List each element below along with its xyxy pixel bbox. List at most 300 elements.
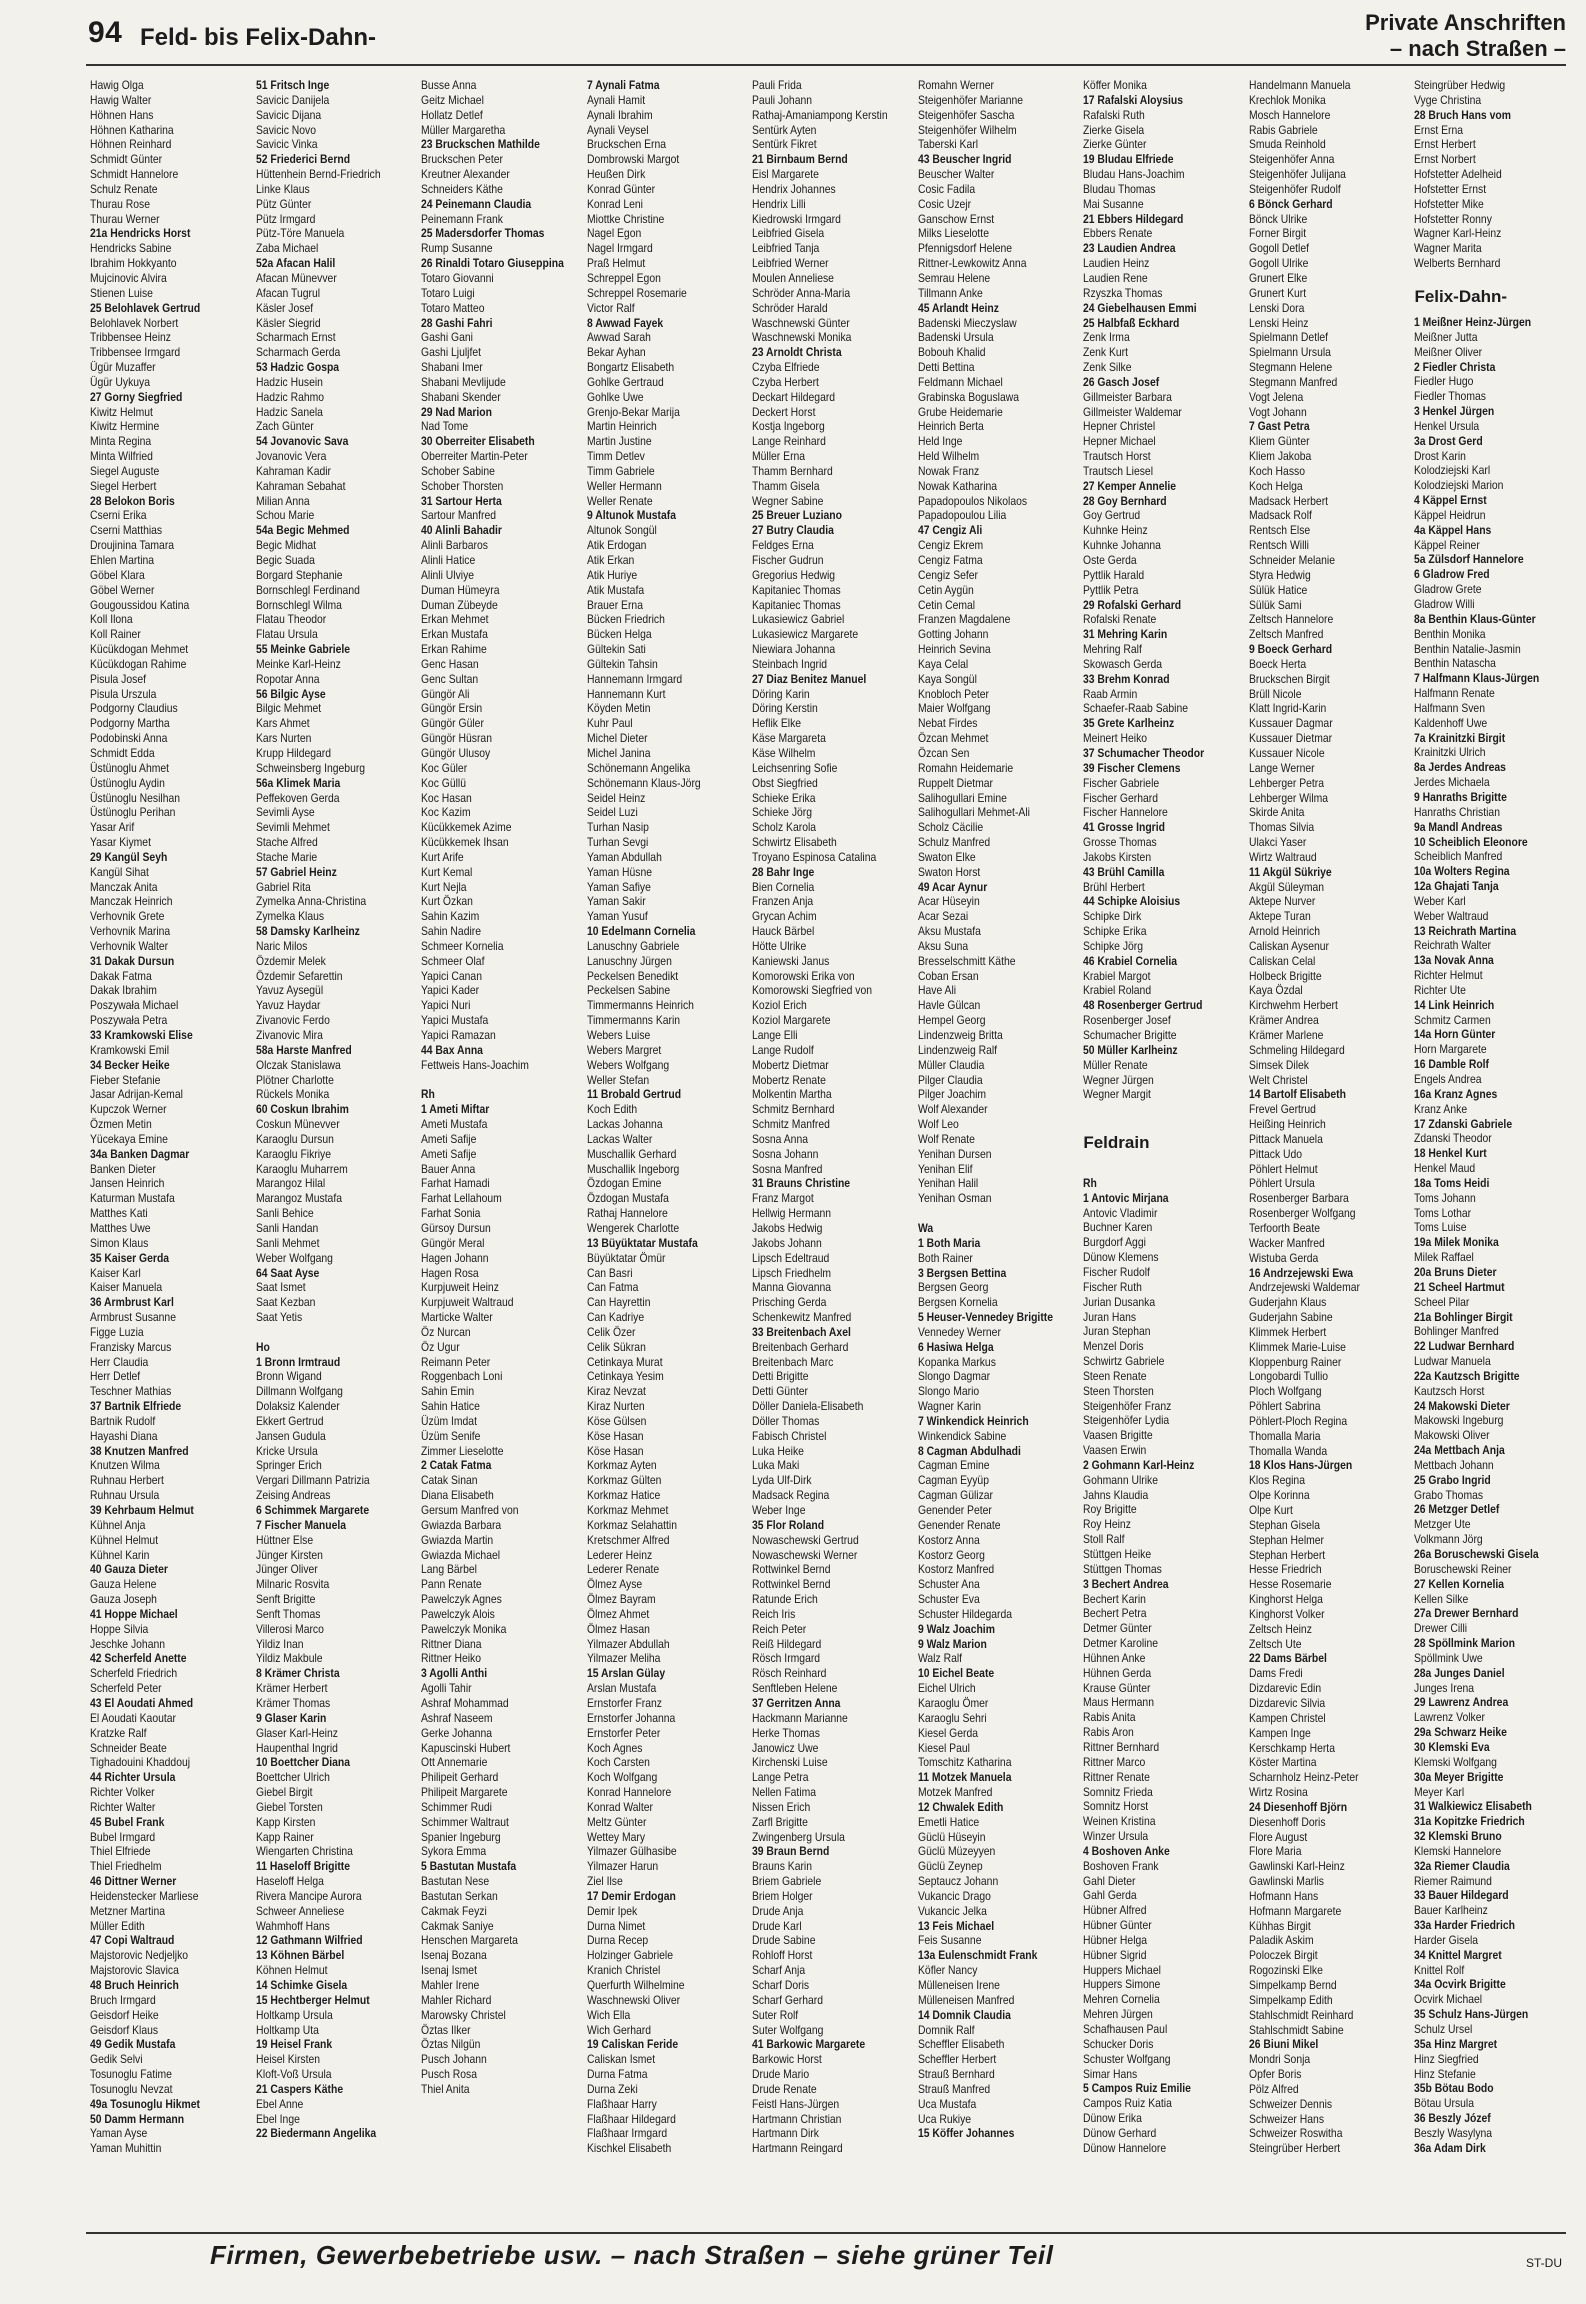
resident-entry: Yücekaya Emine xyxy=(90,1131,168,1146)
resident-entry: Domnik Ralf xyxy=(917,2022,975,2037)
resident-entry: 18a Toms Heidi xyxy=(1414,1175,1490,1190)
resident-entry: Yasar Arif xyxy=(90,820,135,835)
resident-entry: Yapici Nuri xyxy=(421,998,471,1013)
resident-entry: Ernst Herbert xyxy=(1414,137,1477,152)
resident-entry: Lanuschny Jürgen xyxy=(586,953,672,968)
footer-note: Firmen, Gewerbebetriebe usw. – nach Straßen – siehe grüner Teil xyxy=(210,2240,1054,2270)
resident-entry: 43 Beuscher Ingrid xyxy=(917,152,1012,167)
resident-entry: 35 Kaiser Gerda xyxy=(90,1250,170,1265)
resident-entry: Erkan Mustafa xyxy=(421,627,489,642)
resident-entry: Lederer Heinz xyxy=(586,1547,652,1562)
resident-entry: 16 Damble Rolf xyxy=(1414,1057,1490,1072)
resident-entry: Guderjahn Klaus xyxy=(1248,1295,1327,1310)
resident-entry: Spöllmink Uwe xyxy=(1414,1650,1484,1665)
resident-entry: Gürsoy Dursun xyxy=(421,1220,491,1235)
resident-entry: Gohlke Uwe xyxy=(586,389,644,404)
resident-entry: 44 Bax Anna xyxy=(421,1042,484,1057)
resident-entry: Praß Helmut xyxy=(586,256,645,271)
resident-entry: Dakak Ibrahim xyxy=(90,983,157,998)
resident-entry: Krechlok Monika xyxy=(1248,92,1326,107)
resident-entry: Koc Hasan xyxy=(421,790,472,805)
resident-entry: Steigenhöfer Wilhelm xyxy=(917,122,1017,137)
resident-entry: Rohloff Horst xyxy=(752,1948,813,1963)
spacer xyxy=(421,1073,576,1088)
resident-entry: Altunok Songül xyxy=(586,523,657,538)
resident-entry: Toms Johann xyxy=(1414,1190,1477,1205)
resident-entry: Cserni Matthias xyxy=(90,523,163,538)
resident-entry: Cagman Gülizar xyxy=(917,1488,993,1503)
resident-entry: 43 El Aoudati Ahmed xyxy=(90,1695,194,1710)
resident-entry: Detti Günter xyxy=(752,1384,809,1399)
resident-entry: Giebel Birgit xyxy=(255,1785,313,1800)
resident-entry: Köhnen Helmut xyxy=(255,1963,328,1978)
resident-entry: Senft Thomas xyxy=(255,1606,320,1621)
resident-entry: Breitenbach Gerhard xyxy=(752,1339,849,1354)
resident-entry: Hellwig Hermann xyxy=(752,1206,832,1221)
resident-entry: 4a Käppel Hans xyxy=(1414,522,1492,537)
resident-entry: 2 Catak Fatma xyxy=(421,1458,492,1473)
resident-entry: 46 Dittner Werner xyxy=(90,1874,177,1889)
resident-entry: 60 Coskun Ibrahim xyxy=(255,1102,349,1117)
resident-entry: Knobloch Peter xyxy=(917,686,989,701)
resident-entry: Holzinger Gabriele xyxy=(586,1948,673,1963)
resident-entry: Schönemann Klaus-Jörg xyxy=(586,775,701,790)
resident-entry: Hawig Walter xyxy=(90,92,152,107)
resident-entry: Timmermanns Heinrich xyxy=(586,998,694,1013)
resident-entry: Pfennigsdorf Helene xyxy=(917,241,1012,256)
resident-entry: Farhat Sonia xyxy=(421,1206,481,1221)
resident-entry: Atik Huriye xyxy=(586,567,637,582)
resident-entry: Bludau Thomas xyxy=(1083,181,1156,196)
resident-entry: Kloppenburg Rainer xyxy=(1248,1354,1342,1369)
resident-entry: 27 Butry Claudia xyxy=(752,523,835,538)
directory-column xyxy=(1414,78,1570,2228)
resident-entry: Can Fatma xyxy=(586,1280,639,1295)
resident-entry: Köfler Nancy xyxy=(917,1963,978,1978)
resident-entry: Volkmann Jörg xyxy=(1414,1532,1484,1547)
resident-entry: Karaoglu Ömer xyxy=(917,1695,989,1710)
resident-entry: 29 Rofalski Gerhard xyxy=(1083,597,1182,612)
resident-entry: Simsek Dilek xyxy=(1248,1057,1309,1072)
resident-entry: Weber Inge xyxy=(752,1503,806,1517)
resident-entry: Kreutner Alexander xyxy=(421,167,510,182)
resident-entry: Cosic Uzejr xyxy=(917,196,971,211)
resident-entry: 37 Bartnik Elfriede xyxy=(90,1399,182,1414)
resident-entry: Scharnholz Heinz-Peter xyxy=(1248,1770,1359,1785)
resident-entry: Durna Fatma xyxy=(586,2067,648,2082)
resident-entry: Ebbers Renate xyxy=(1083,226,1153,241)
resident-entry: Güngör Ersin xyxy=(421,701,483,716)
resident-entry: Waschnewski Günter xyxy=(752,315,850,330)
resident-entry: Junges Irena xyxy=(1414,1680,1475,1695)
resident-entry: Scheffler Elisabeth xyxy=(917,2037,1005,2052)
resident-entry: Maier Wolfgang xyxy=(917,701,991,716)
resident-entry: Vogt Johann xyxy=(1248,404,1307,419)
resident-entry: Borgard Stephanie xyxy=(255,567,343,582)
resident-entry: Roy Heinz xyxy=(1083,1517,1132,1532)
resident-entry: Hühnen Gerda xyxy=(1083,1665,1152,1680)
resident-entry: 31 Walkiewicz Elisabeth xyxy=(1414,1799,1533,1814)
resident-entry: Aksu Suna xyxy=(917,938,968,953)
resident-entry: Aynali Hamit xyxy=(586,92,645,107)
resident-entry: Cagman Emine xyxy=(917,1458,990,1473)
resident-entry: Akgül Süleyman xyxy=(1248,879,1324,894)
resident-entry: Schulz Renate xyxy=(90,181,158,196)
resident-entry: Vukancic Jelka xyxy=(917,1903,987,1918)
resident-entry: Totaro Luigi xyxy=(421,285,475,300)
resident-entry: 54 Jovanovic Sava xyxy=(255,434,348,449)
resident-entry: Saat Kezban xyxy=(255,1295,316,1310)
resident-entry: Grunert Kurt xyxy=(1248,285,1306,300)
resident-entry: Antovic Vladimir xyxy=(1083,1205,1158,1220)
resident-entry: Ruhnau Ursula xyxy=(90,1488,160,1503)
resident-entry: Celik Sükran xyxy=(586,1339,646,1354)
resident-entry: Swaton Elke xyxy=(917,849,976,864)
resident-entry: Reich Iris xyxy=(752,1606,796,1621)
resident-entry: Savicic Vinka xyxy=(255,137,318,152)
resident-entry: Koc Güler xyxy=(421,760,468,775)
directory-column xyxy=(1249,78,1405,2228)
resident-entry: Lawrenz Volker xyxy=(1414,1710,1486,1725)
resident-entry: Schmitz Carmen xyxy=(1414,1012,1492,1027)
resident-entry: Wettey Mary xyxy=(586,1829,645,1844)
resident-entry: Ziel Ilse xyxy=(586,1874,623,1889)
resident-entry: Koch Hasso xyxy=(1248,463,1305,478)
resident-entry: Mai Susanne xyxy=(1083,196,1144,211)
resident-entry: Schröder Anna-Maria xyxy=(752,285,851,300)
resident-entry: Lukasiewicz Gabriel xyxy=(752,612,845,627)
resident-entry: Kahraman Sebahat xyxy=(255,478,346,493)
section-title-line1: Private Anschriften xyxy=(1365,10,1566,35)
resident-entry: Mobertz Dietmar xyxy=(752,1057,829,1072)
resident-entry: Schönemann Angelika xyxy=(586,760,690,775)
resident-entry: Waschnewski Monika xyxy=(752,330,852,345)
resident-entry: Marticke Walter xyxy=(421,1310,493,1325)
resident-entry: Hartmann Reingard xyxy=(752,2141,843,2156)
resident-entry: Hofstetter Adelheid xyxy=(1414,167,1503,182)
resident-entry: Kloft-Voß Ursula xyxy=(255,2067,332,2082)
resident-entry: Sanli Handan xyxy=(255,1220,318,1235)
resident-entry: Cetin Cemal xyxy=(917,597,975,612)
resident-entry: Koc Kazim xyxy=(421,805,471,820)
resident-entry: Stephan Herbert xyxy=(1248,1547,1326,1562)
resident-entry: 27a Drewer Bernhard xyxy=(1414,1606,1519,1621)
resident-entry: Cagman Eyyüp xyxy=(917,1473,989,1488)
resident-entry: Luka Heike xyxy=(752,1443,805,1458)
resident-entry: Simpelkamp Edith xyxy=(1248,1992,1333,2007)
resident-entry: Jovanovic Vera xyxy=(255,449,326,464)
resident-entry: 11 Akgül Sükriye xyxy=(1248,864,1332,879)
resident-entry: Richter Volker xyxy=(90,1785,155,1800)
resident-entry: Scholz Cäcilie xyxy=(917,820,983,835)
resident-entry: Jakobs Hedwig xyxy=(752,1220,823,1235)
resident-entry: Schneiders Käthe xyxy=(421,181,504,196)
resident-entry: Slongo Mario xyxy=(917,1384,979,1399)
resident-entry: Oberreiter Martin-Peter xyxy=(421,449,528,464)
resident-entry: Agolli Tahir xyxy=(421,1681,472,1696)
resident-entry: Lehberger Petra xyxy=(1248,775,1324,790)
resident-entry: Zymelka Anna-Christina xyxy=(255,894,366,909)
resident-entry: Villerosi Marco xyxy=(255,1621,324,1636)
resident-entry: Fischer Gudrun xyxy=(752,553,824,567)
resident-entry: Kinghorst Volker xyxy=(1248,1606,1325,1621)
resident-entry: Steigenhöfer Julijana xyxy=(1248,167,1346,182)
resident-entry: Sentürk Fikret xyxy=(752,137,817,152)
resident-entry: Köse Gülsen xyxy=(586,1413,647,1428)
resident-entry: Pütz-Töre Manuela xyxy=(255,226,344,241)
resident-entry: Kapp Rainer xyxy=(255,1829,314,1844)
resident-entry: Gauza Joseph xyxy=(90,1592,157,1607)
resident-entry: Gwiazda Michael xyxy=(421,1547,501,1562)
resident-entry: Webers Luise xyxy=(586,1028,650,1042)
resident-entry: Peckelsen Sabine xyxy=(586,983,670,998)
resident-entry: Aynali Ibrahim xyxy=(586,107,653,122)
resident-entry: 8 Krämer Christa xyxy=(255,1666,340,1681)
resident-entry: Detti Bettina xyxy=(917,360,975,375)
resident-entry: Güclü Müzeyyen xyxy=(917,1844,996,1859)
resident-entry: Kaldenhoff Uwe xyxy=(1414,715,1488,730)
resident-entry: 28 Belokon Boris xyxy=(90,493,175,508)
resident-entry: Wolf Alexander xyxy=(917,1102,988,1117)
resident-entry: Vaasen Brigitte xyxy=(1083,1428,1153,1443)
resident-entry: Milks Lieselotte xyxy=(917,226,989,241)
resident-entry: Zarfl Brigitte xyxy=(752,1814,809,1829)
resident-entry: Martin Heinrich xyxy=(586,419,657,434)
resident-entry: Drewer Cilli xyxy=(1414,1621,1468,1636)
resident-entry: Bubel Irmgard xyxy=(90,1829,156,1844)
resident-entry: Madsack Rolf xyxy=(1248,508,1312,523)
resident-entry: 36 Armbrust Karl xyxy=(90,1295,174,1310)
resident-entry: Koch Agnes xyxy=(586,1740,643,1755)
resident-entry: Scherfeld Friedrich xyxy=(90,1666,178,1681)
resident-entry: Glaser Karl-Heinz xyxy=(255,1725,338,1740)
resident-entry: 58a Harste Manfred xyxy=(255,1042,352,1057)
resident-entry: Strauß Bernhard xyxy=(917,2067,995,2082)
resident-entry: Tosunoglu Nevzat xyxy=(90,2081,173,2096)
resident-entry: Siegel Auguste xyxy=(90,463,160,478)
resident-entry: Webers Wolfgang xyxy=(586,1057,669,1072)
resident-entry: Kücükkemek Azime xyxy=(421,820,512,835)
resident-entry: Hühnen Anke xyxy=(1083,1650,1146,1665)
resident-entry: Obst Siegfried xyxy=(752,775,819,790)
resident-entry: Sosna Johann xyxy=(752,1146,819,1161)
resident-entry: 48 Rosenberger Gertrud xyxy=(1083,998,1203,1013)
resident-entry: 7 Winkendick Heinrich xyxy=(917,1413,1029,1428)
resident-entry: Nowak Katharina xyxy=(917,478,997,493)
resident-entry: Scheffler Herbert xyxy=(917,2052,997,2067)
resident-entry: Karaoglu Fikriye xyxy=(255,1146,331,1161)
resident-entry: Rump Susanne xyxy=(421,241,493,256)
resident-entry: 23 Bruckschen Mathilde xyxy=(421,137,540,152)
resident-entry: Matthes Kati xyxy=(90,1206,148,1221)
resident-entry: Marangoz Mustafa xyxy=(255,1191,342,1206)
resident-entry: Durna Zeki xyxy=(586,2081,638,2096)
resident-entry: Huppers Michael xyxy=(1083,1962,1162,1977)
resident-entry: Hartmann Christian xyxy=(752,2111,842,2126)
resident-entry: 7 Aynali Fatma xyxy=(586,78,660,92)
resident-entry: Teschner Mathias xyxy=(90,1384,172,1399)
resident-entry: Schmeling Hildegard xyxy=(1248,1042,1345,1057)
resident-entry: Bornschlegl Wilma xyxy=(255,597,342,612)
resident-entry: Riemer Raimund xyxy=(1414,1873,1493,1888)
resident-entry: Hoppe Silvia xyxy=(90,1621,149,1636)
resident-entry: Belohlavek Norbert xyxy=(90,315,179,330)
resident-entry: Held Wilhelm xyxy=(917,449,979,464)
resident-entry: Yaman Abdullah xyxy=(586,849,662,864)
resident-entry: Kiesel Gerda xyxy=(917,1725,978,1740)
resident-entry: Maus Hermann xyxy=(1083,1695,1155,1710)
resident-entry: Marowsky Christel xyxy=(421,2007,506,2022)
resident-entry: Gogoll Ulrike xyxy=(1248,256,1309,271)
resident-entry: Yapici Canan xyxy=(421,968,483,983)
resident-entry: Bresselschmitt Käthe xyxy=(917,953,1016,968)
resident-entry: 31a Kopitzke Friedrich xyxy=(1414,1814,1526,1829)
resident-entry: 30 Klemski Eva xyxy=(1414,1739,1491,1754)
resident-entry: Güngör Güler xyxy=(421,716,485,731)
resident-entry: Stüttgen Thomas xyxy=(1083,1561,1163,1576)
resident-entry: 13 Büyüktatar Mustafa xyxy=(586,1235,698,1250)
resident-entry: Koll Rainer xyxy=(90,627,141,642)
resident-entry: Krämer Thomas xyxy=(255,1695,330,1710)
directory-column xyxy=(752,78,908,2228)
resident-entry: Yenihan Halil xyxy=(917,1176,978,1191)
resident-entry: Bergsen Kornelia xyxy=(917,1295,998,1310)
resident-entry: Droujinina Tamara xyxy=(90,538,175,553)
resident-entry: Peinemann Frank xyxy=(421,211,504,226)
resident-entry: Üstünoglu Ahmet xyxy=(90,760,170,775)
resident-entry: Kranich Christel xyxy=(586,1963,660,1978)
resident-entry: Köse Hasan xyxy=(586,1428,644,1443)
resident-entry: Özdemir Sefarettin xyxy=(255,968,343,983)
resident-entry: Raab Armin xyxy=(1083,686,1138,701)
resident-entry: Heinrich Sevina xyxy=(917,642,991,657)
resident-entry: 12a Ghajati Tanja xyxy=(1414,879,1500,894)
resident-entry: 3 Henkel Jürgen xyxy=(1414,404,1495,419)
resident-entry: Knittel Rolf xyxy=(1414,1962,1465,1977)
resident-entry: Kostorz Georg xyxy=(917,1547,985,1562)
resident-entry: 31 Dakak Dursun xyxy=(90,953,175,968)
resident-entry: Schumacher Brigitte xyxy=(1083,1028,1177,1042)
resident-entry: Rogozinski Elke xyxy=(1248,1963,1323,1978)
resident-entry: 26a Boruschewski Gisela xyxy=(1414,1547,1540,1561)
resident-entry: 16a Kranz Agnes xyxy=(1414,1086,1498,1101)
resident-entry: Wolf Renate xyxy=(917,1131,975,1146)
resident-entry: Swaton Horst xyxy=(917,864,981,879)
resident-entry: Hanraths Christian xyxy=(1414,804,1501,819)
resident-entry: Rathaj-Amaniampong Kerstin xyxy=(752,107,888,122)
resident-entry: Sevimli Mehmet xyxy=(255,820,330,835)
resident-entry: Klos Regina xyxy=(1248,1473,1305,1488)
resident-entry: Badenski Ursula xyxy=(917,330,994,345)
resident-entry: Drude Karl xyxy=(752,1918,802,1933)
resident-entry: Pusch Rosa xyxy=(421,2067,478,2082)
resident-entry: Savicic Novo xyxy=(255,122,316,137)
resident-entry: Kurt Özkan xyxy=(421,894,474,909)
resident-entry: Bohlinger Manfred xyxy=(1414,1324,1500,1339)
resident-entry: Duman Hümeyra xyxy=(421,582,500,597)
resident-entry: Koll Ilona xyxy=(90,612,133,627)
resident-entry: Dizdarevic Silvia xyxy=(1248,1695,1326,1710)
resident-entry: Özdogan Mustafa xyxy=(586,1191,669,1206)
resident-entry: 15 Arslan Gülay xyxy=(586,1666,665,1681)
resident-entry: 64 Saat Ayse xyxy=(255,1265,319,1280)
resident-entry: Ulakci Yaser xyxy=(1248,835,1307,850)
resident-entry: Steigenhöfer Marianne xyxy=(917,92,1023,107)
resident-entry: Krabiel Margot xyxy=(1083,968,1151,983)
resident-entry: Naric Milos xyxy=(255,938,307,953)
resident-entry: Müller Erna xyxy=(752,449,806,464)
resident-entry: Vyge Christina xyxy=(1414,92,1482,107)
resident-entry: Janowicz Uwe xyxy=(752,1740,819,1755)
resident-entry: Scherfeld Peter xyxy=(90,1681,162,1696)
spacer xyxy=(1083,1102,1238,1117)
resident-entry: Schieke Erika xyxy=(752,790,816,805)
resident-entry: Schimmer Rudi xyxy=(421,1799,493,1814)
resident-entry: Cosic Fadila xyxy=(917,181,975,196)
resident-entry: Afacan Tugrul xyxy=(255,285,320,300)
resident-entry: Pawelczyk Agnes xyxy=(421,1592,502,1607)
resident-entry: Jerdes Michaela xyxy=(1414,775,1491,790)
resident-entry: Feis Susanne xyxy=(917,1933,982,1948)
resident-entry: Dolaksiz Kalender xyxy=(255,1399,340,1414)
resident-entry: 10 Boettcher Diana xyxy=(255,1755,350,1770)
street-heading: Feldrain xyxy=(1083,1133,1150,1153)
resident-entry: 29 Lawrenz Andrea xyxy=(1414,1695,1509,1710)
resident-entry: 34a Ocvirk Brigitte xyxy=(1414,1977,1507,1992)
resident-entry: Ernstorfer Peter xyxy=(586,1725,660,1740)
resident-entry: Savicic Danijela xyxy=(255,92,329,107)
resident-entry: Dakak Fatma xyxy=(90,968,152,983)
resident-entry: Siegel Herbert xyxy=(90,478,157,493)
spacer xyxy=(256,1325,411,1340)
resident-entry: Aktepe Nurver xyxy=(1248,894,1316,909)
resident-entry: Manczak Anita xyxy=(90,879,158,894)
resident-entry: 39 Fischer Clemens xyxy=(1083,760,1181,775)
resident-entry: Pisula Urszula xyxy=(90,686,157,701)
resident-entry: Heisel Kirsten xyxy=(255,2052,320,2067)
resident-entry: Vukancic Drago xyxy=(917,1888,991,1903)
resident-entry: Konrad Günter xyxy=(586,181,655,196)
resident-entry: Pauli Johann xyxy=(752,92,813,107)
resident-entry: Korkmaz Gülten xyxy=(586,1473,662,1488)
resident-entry: Uca Mustafa xyxy=(917,2096,977,2111)
resident-entry: Suter Wolfgang xyxy=(752,2022,824,2037)
resident-entry: Kolodziejski Marion xyxy=(1414,478,1504,493)
resident-entry: Kaya Songül xyxy=(917,671,977,686)
resident-entry: Kühhas Birgit xyxy=(1248,1918,1311,1933)
resident-entry: Miottke Christine xyxy=(586,211,664,226)
resident-entry: Benthin Monika xyxy=(1414,626,1487,641)
resident-entry: Farhat Lellahoum xyxy=(421,1191,502,1206)
resident-entry: 3 Agolli Anthi xyxy=(421,1666,488,1681)
resident-entry: Stegmann Helene xyxy=(1248,360,1332,375)
resident-entry: Koch Helga xyxy=(1248,478,1303,493)
resident-entry: Romahn Heidemarie xyxy=(917,760,1013,775)
resident-entry: Minta Wilfried xyxy=(90,449,153,464)
resident-entry: Güclü Hüseyin xyxy=(917,1829,986,1844)
resident-entry: Kurpjuweit Heinz xyxy=(421,1280,500,1295)
resident-entry: Leibfried Gisela xyxy=(752,226,825,241)
resident-entry: Leibfried Tanja xyxy=(752,241,820,256)
resident-entry: Smuda Reinhold xyxy=(1248,137,1326,152)
resident-entry: 54a Begic Mehmed xyxy=(255,523,350,538)
resident-entry: Arnold Heinrich xyxy=(1248,924,1320,939)
resident-entry: Diesenhoff Doris xyxy=(1248,1814,1326,1829)
resident-entry: Döring Karin xyxy=(752,686,810,701)
resident-entry: Mosch Hannelore xyxy=(1248,107,1331,122)
resident-entry: Rivera Mancipe Aurora xyxy=(255,1888,362,1903)
resident-entry: 35 Flor Roland xyxy=(752,1517,825,1532)
